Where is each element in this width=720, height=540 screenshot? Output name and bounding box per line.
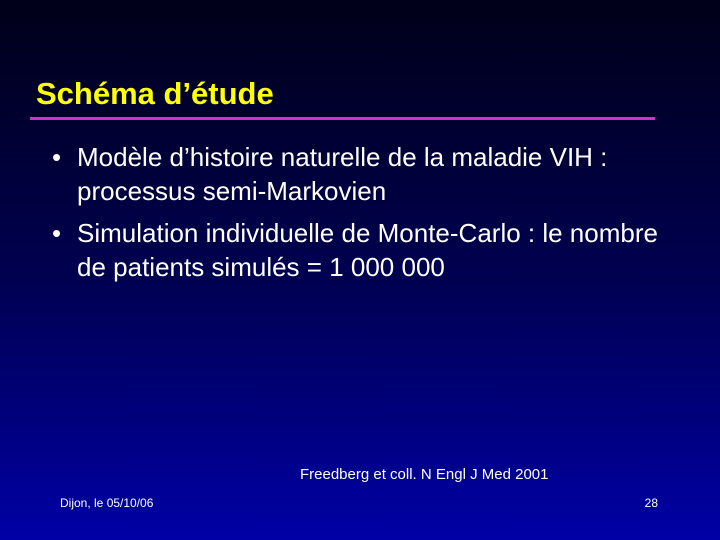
bullet-dot: • [52,142,62,172]
footer-date-location: Dijon, le 05/10/06 [60,496,154,510]
bullet-item [50,216,690,284]
bullet-text: Simulation individuelle de Monte-Carlo : le nombre de patients simulés = 1 000 000 [77,218,658,282]
bullet-list [50,140,690,292]
citation: Freedberg et coll. N Engl J Med 2001 [300,466,549,483]
page-number: 28 [644,496,658,510]
bullet-text: Modèle d’histoire naturelle de la maladie VIH : processus semi-Markovien [77,142,608,206]
bullet-item [50,140,690,208]
slide-title: Schéma d’étude [36,76,274,111]
title-underline [30,117,655,120]
bullet-dot: • [52,218,62,248]
